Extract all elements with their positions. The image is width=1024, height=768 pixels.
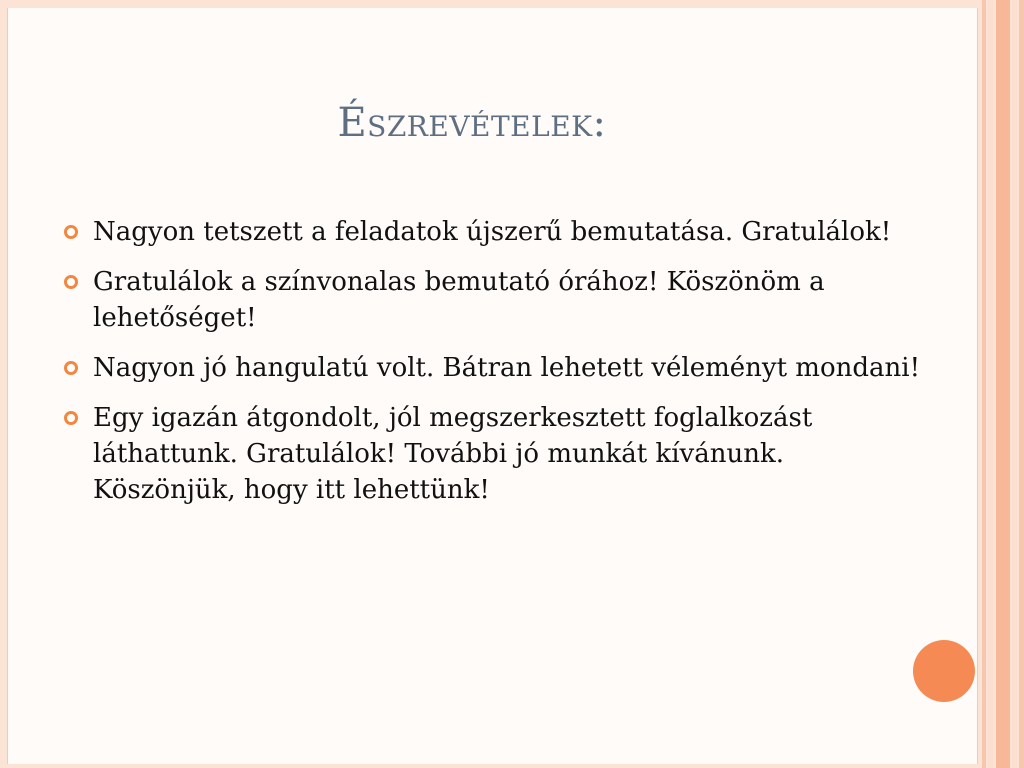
bullet-text: Nagyon tetszett a feladatok újszerű bemutatása. Gratulálok!: [93, 217, 892, 247]
decorative-stripe: [988, 0, 994, 768]
slide-title: Észrevételek:: [337, 100, 607, 146]
bullet-list: [60, 214, 920, 522]
bullet-text: Gratulálok a színvonalas bemutató órához! Köszönöm a lehetőséget!: [93, 267, 825, 333]
bullet-ring-icon: [64, 361, 78, 375]
bullet-ring-icon: [64, 225, 78, 239]
bullet-ring-icon: [64, 411, 78, 425]
decorative-stripe: [1019, 0, 1024, 768]
orange-circle-decoration: [913, 640, 975, 702]
bullet-item: [60, 214, 920, 250]
bullet-item: [60, 350, 920, 386]
bullet-text: Nagyon jó hangulatú volt. Bátran lehetett véleményt mondani!: [93, 353, 921, 383]
decorative-stripe: [982, 0, 986, 768]
decorative-stripe: [996, 0, 1010, 768]
decorative-stripe: [1012, 0, 1017, 768]
bullet-item: [60, 400, 920, 508]
bullet-ring-icon: [64, 275, 78, 289]
bullet-item: [60, 264, 920, 336]
bullet-text: Egy igazán átgondolt, jól megszerkesztett foglalkozást láthattunk. Gratulálok! További jó munkát kívánunk. Köszönjük, hogy itt lehettünk!: [93, 403, 813, 505]
